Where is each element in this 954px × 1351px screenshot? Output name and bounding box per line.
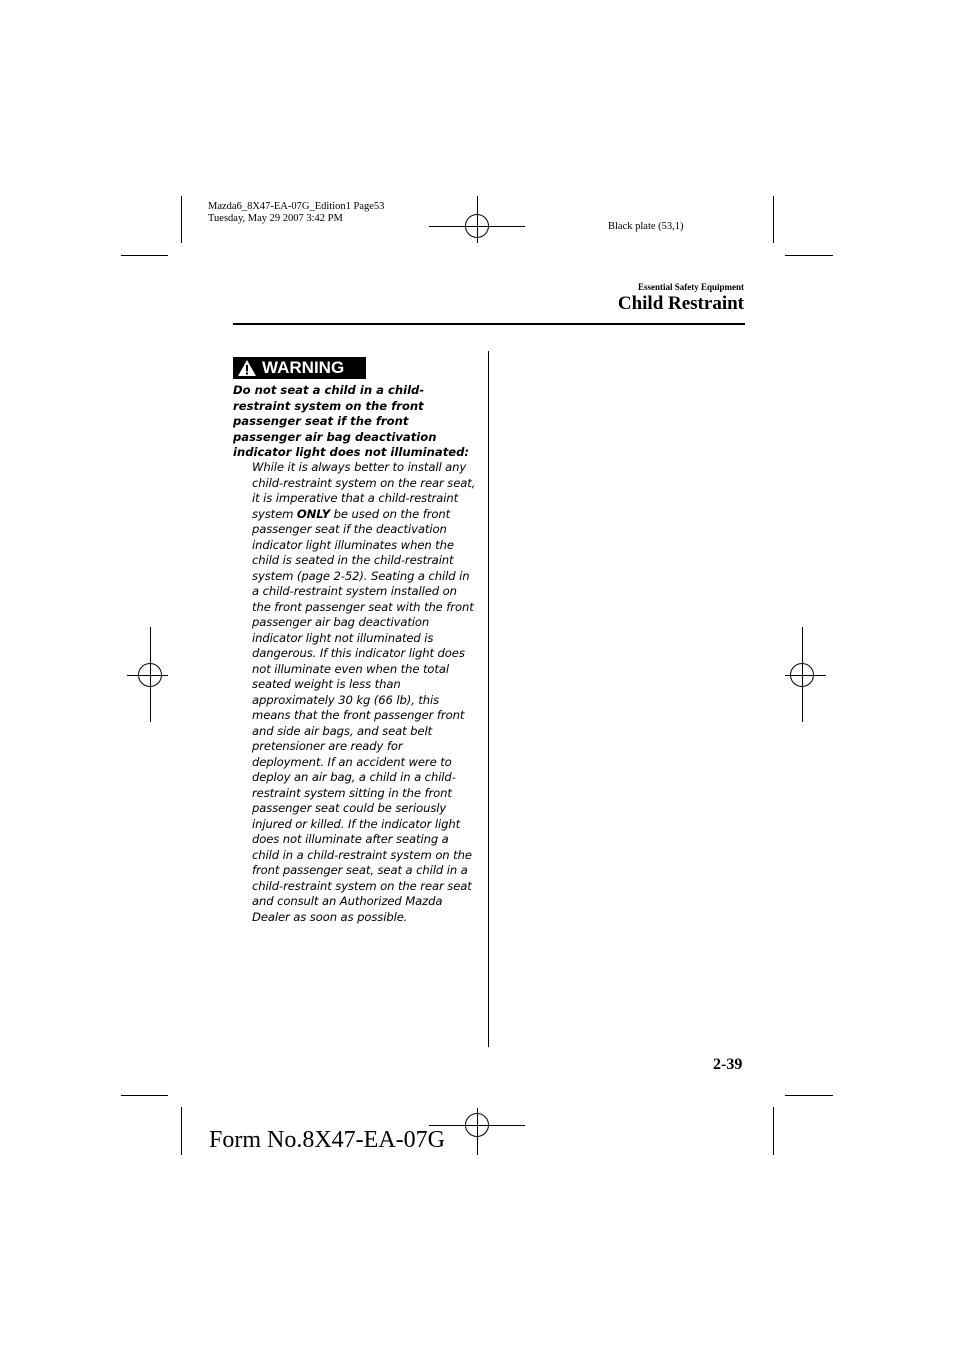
crop-mark <box>121 255 168 256</box>
warning-lead-text: Do not seat a child in a child-restraint system on the front passenger seat if the front passenger air bag deactivation indicator light does not illuminated: <box>233 383 470 459</box>
warning-triangle-icon <box>237 359 257 377</box>
page-title: Child Restraint <box>617 293 744 314</box>
crop-mark <box>121 1095 168 1096</box>
warning-body-part1: While it is always better to install any child-restraint system on the rear seat, it is imperative that a child-restraint system <box>252 460 476 521</box>
print-info-line2: Tuesday, May 29 2007 3:42 PM <box>208 213 343 224</box>
registration-mark <box>465 214 489 238</box>
column-divider <box>488 351 489 1047</box>
crop-mark <box>773 1107 774 1155</box>
header-rule <box>233 323 745 325</box>
warning-body-part2: be used on the front passenger seat if the deactivation indicator light illuminates when the child is seated in the child-restraint system (page 2-52). Seating a child in a child-restraint system installed on the front passenger seat with the front passenger air bag deactivation indicator light not illuminated is dangerous. If this indicator light does not illuminate even when the total seated weight is less than approximately 30 kg (66 lb), this means that the front passenger front and side air bags, and seat belt pretensioner are ready for deployment. If an accident were to deploy an air bag, a child in a child-restraint system sitting in the front passenger seat could be seriously injured or killed. If the indicator light does not illuminate after seating a child in a child-restraint system on the front passenger seat, seat a child in a child-restraint system on the rear seat and consult an Authorized Mazda Dealer as soon as possible. <box>252 506 474 924</box>
registration-mark <box>790 663 814 687</box>
section-label: Essential Safety Equipment <box>637 282 744 292</box>
registration-mark <box>138 663 162 687</box>
warning-label <box>233 357 366 379</box>
crop-mark <box>181 1107 182 1155</box>
form-number: Form No.8X47-EA-07G <box>209 1127 445 1153</box>
warning-label-text: WARNING <box>262 358 345 377</box>
crop-mark <box>785 255 833 256</box>
registration-mark <box>465 1113 489 1137</box>
page-number: 2-39 <box>713 1056 743 1073</box>
crop-mark <box>181 196 182 243</box>
plate-info: Black plate (53,1) <box>608 221 684 232</box>
print-info-line1: Mazda6_8X47-EA-07G_Edition1 Page53 <box>208 201 385 212</box>
crop-mark <box>773 196 774 243</box>
crop-mark <box>785 1095 833 1096</box>
warning-body-emphasis: ONLY <box>296 506 331 521</box>
print-info <box>208 201 384 225</box>
warning-body-text <box>252 460 476 925</box>
